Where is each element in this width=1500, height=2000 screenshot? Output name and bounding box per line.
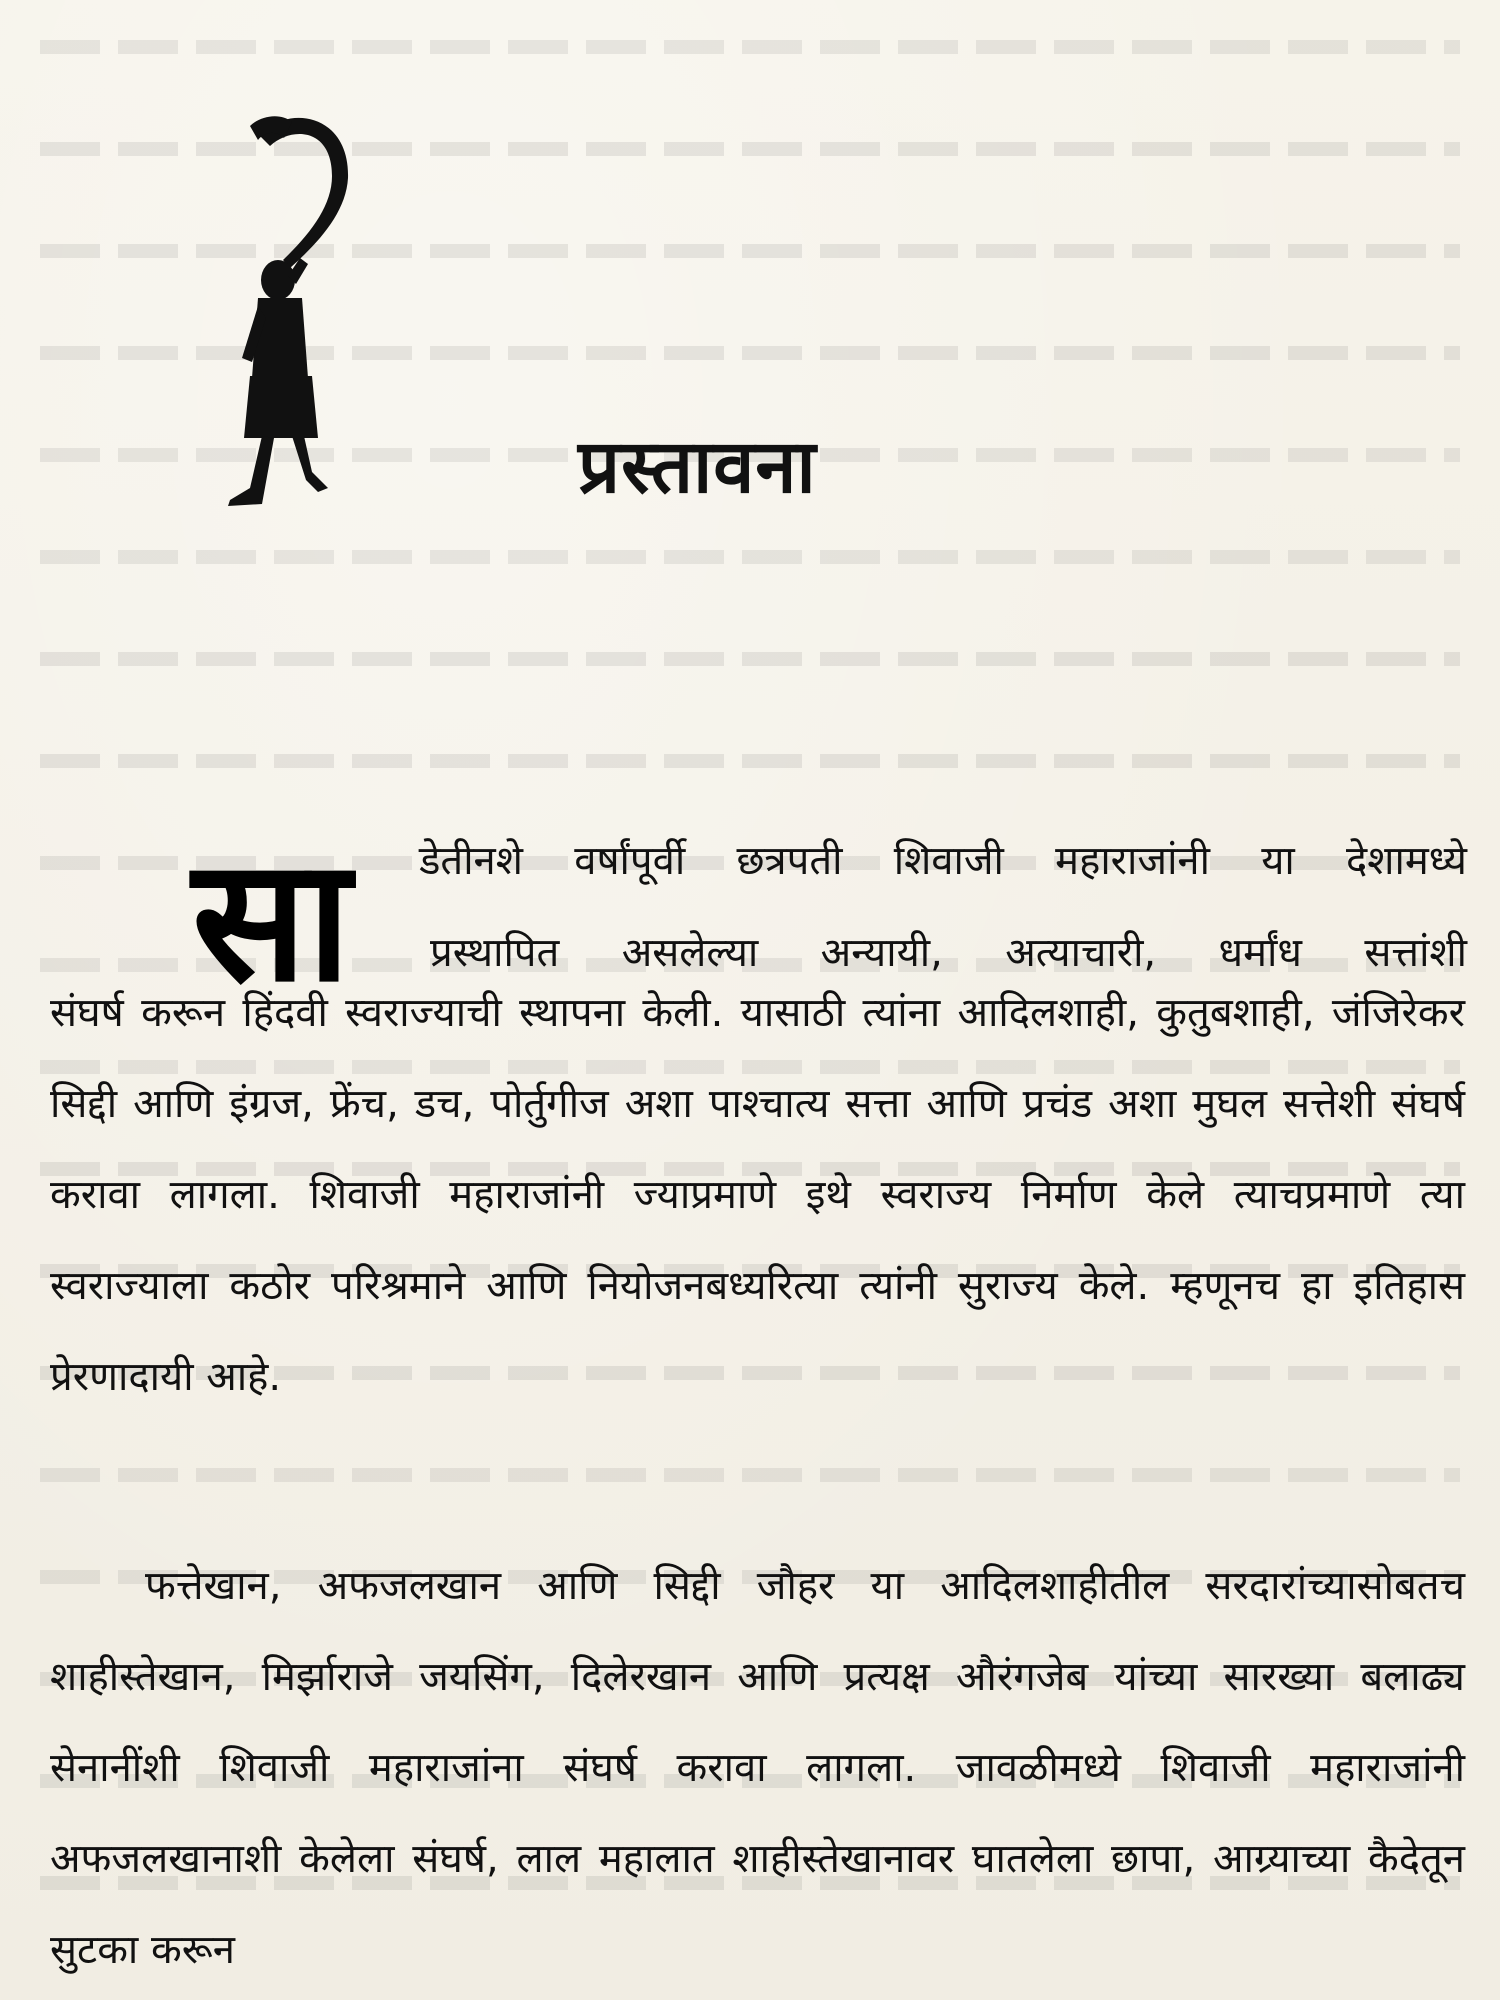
paragraph-1-line-1: डेतीनशे वर्षांपूर्वी छत्रपती शिवाजी महाराजांनी या देशामध्ये (419, 838, 1467, 884)
page-title: प्रस्तावना (578, 424, 817, 510)
paragraph-2: फत्तेखान, अफजलखान आणि सिद्दी जौहर या आदिलशाहीतील सरदारांच्यासोबतच शाहीस्तेखान, मिर्झाराजे जयसिंग, दिलेरखान आणि प्रत्यक्ष औरंगजेब यांच्या सारख्या बलाढ्य सेनानींशी शिवाजी महाराजांना संघर्ष करावा लागला. जावळीमध्ये शिवाजी महाराजांनी अफजलखानाशी केलेला संघर्ष, लाल महालात शाहीस्तेखानावर घातलेला छापा, आग्र्याच्या कैदेतून सुटका करून (50, 1563, 1465, 1973)
paragraph-1-body: संघर्ष करून हिंदवी स्वराज्याची स्थापना केली. यासाठी त्यांना आदिलशाही, कुतुबशाही, जंजिरेकर सिद्दी आणि इंग्रज, फ्रेंच, डच, पोर्तुगीज अशा पाश्चात्य सत्ता आणि प्रचंड अशा मुघल सत्तेशी संघर्ष करावा लागला. शिवाजी महाराजांनी ज्याप्रमाणे इथे स्वराज्य निर्माण केले त्याचप्रमाणे त्या स्वराज्याला कठोर परिश्रमाने आणि नियोजनबध्यरित्या त्यांनी सुराज्य केले. म्हणूनच हा इतिहास प्रेरणादायी आहे. (50, 990, 1465, 1400)
paragraph-1-line-2: प्रस्थापित असलेल्या अन्यायी, अत्याचारी, धर्मांध सत्तांशी (430, 930, 1467, 976)
drop-cap: सा (192, 820, 351, 1020)
horn-blower-silhouette-icon (200, 108, 360, 508)
